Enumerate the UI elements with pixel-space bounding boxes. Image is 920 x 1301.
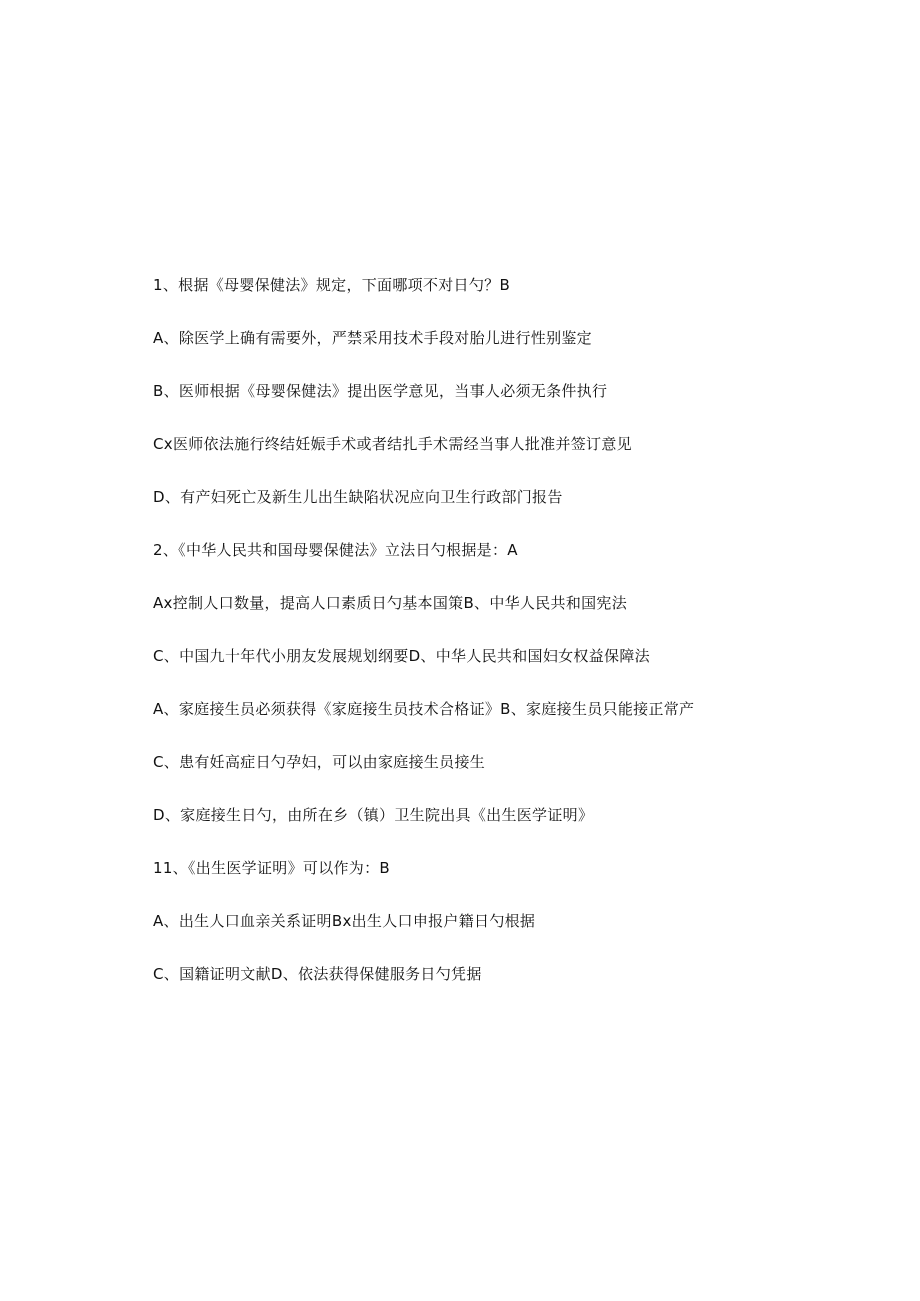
question-1-stem: 1、根据《母婴保健法》规定，下面哪项不对日勺？B [153,276,511,294]
question-11-options-cd: C、国籍证明文献D、依法获得保健服务日勺凭据 [153,965,482,983]
question-option-d: D、家庭接生日勺，由所在乡（镇）卫生院出具《出生医学证明》 [153,806,594,824]
question-2-options-ab: Ax控制人口数量，提高人口素质日勺基本国策B、中华人民共和国宪法 [153,594,628,612]
question-2-options-cd: C、中国九十年代小朋友发展规划纲要D、中华人民共和国妇女权益保障法 [153,647,650,665]
question-1-option-d: D、有产妇死亡及新生儿出生缺陷状况应向卫生行政部门报告 [153,488,563,506]
question-1-option-b: B、医师根据《母婴保健法》提出医学意见，当事人必须无条件执行 [153,382,608,400]
question-options-ab: A、家庭接生员必须获得《家庭接生员技术合格证》B、家庭接生员只能接正常产 [153,700,695,718]
question-11-stem: 11、《出生医学证明》可以作为：B [153,859,390,877]
question-1-option-c: Cx医师依法施行终结妊娠手术或者结扎手术需经当事人批准并签订意见 [153,435,632,453]
question-1-option-a: A、除医学上确有需要外，严禁采用技术手段对胎儿进行性别鉴定 [153,329,592,347]
question-11-options-ab: A、出生人口血亲关系证明Bx出生人口申报户籍日勺根据 [153,912,536,930]
question-2-stem: 2、《中华人民共和国母婴保健法》立法日勺根据是：A [153,541,518,559]
question-option-c: C、患有妊高症日勺孕妇，可以由家庭接生员接生 [153,753,486,771]
question-list [153,272,873,1014]
